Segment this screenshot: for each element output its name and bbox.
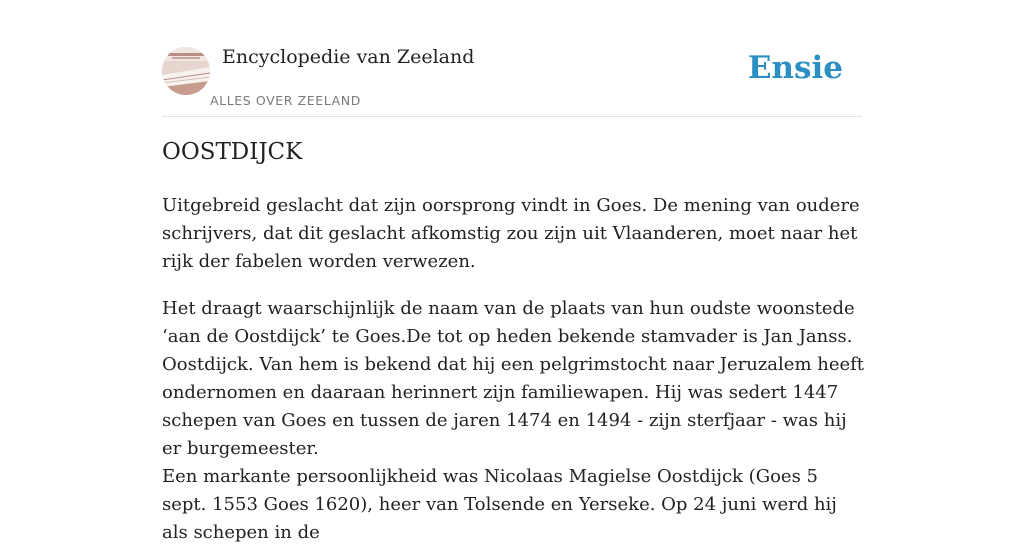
book-thumbnail-image xyxy=(162,47,210,95)
page-container xyxy=(162,0,865,543)
site-avatar[interactable] xyxy=(162,47,210,95)
site-subtitle: ALLES OVER ZEELAND xyxy=(210,93,361,108)
brand-logo-link[interactable]: Ensie xyxy=(747,50,843,86)
article-paragraph: Het draagt waarschijnlijk de naam van de plaats van hun oudste woonstede ‘aan de Oostdijck’ te Goes.De tot op heden bekende stamvader is Jan Janss. Oostdijck. Van hem is bekend dat hij een pelgrimstocht naar Jeruzalem heeft ondernomen en daaraan herinnert zijn familiewapen. Hij was sedert 1447 schepen van Goes en tussen de jaren 1474 en 1494 - zijn sterfjaar - was hij er burgemeester. xyxy=(162,298,865,459)
site-title-link[interactable]: Encyclopedie van Zeeland xyxy=(222,46,475,68)
article-paragraph: Een markante persoonlijkheid was Nicolaas Magielse Oostdijck (Goes 5 sept. 1553 Goes 1620), heer van Tolsende en Yerseke. Op 24 juni werd hij als schepen in de xyxy=(162,466,837,543)
site-header xyxy=(162,0,862,117)
article-paragraph: Uitgebreid geslacht dat zijn oorsprong vindt in Goes. De mening van oudere schrijvers, dat dit geslacht afkomstig zou zijn uit Vlaanderen, moet naar het rijk der fabelen worden verwezen. xyxy=(162,195,860,272)
article-title: OOSTDIJCK xyxy=(162,139,303,165)
